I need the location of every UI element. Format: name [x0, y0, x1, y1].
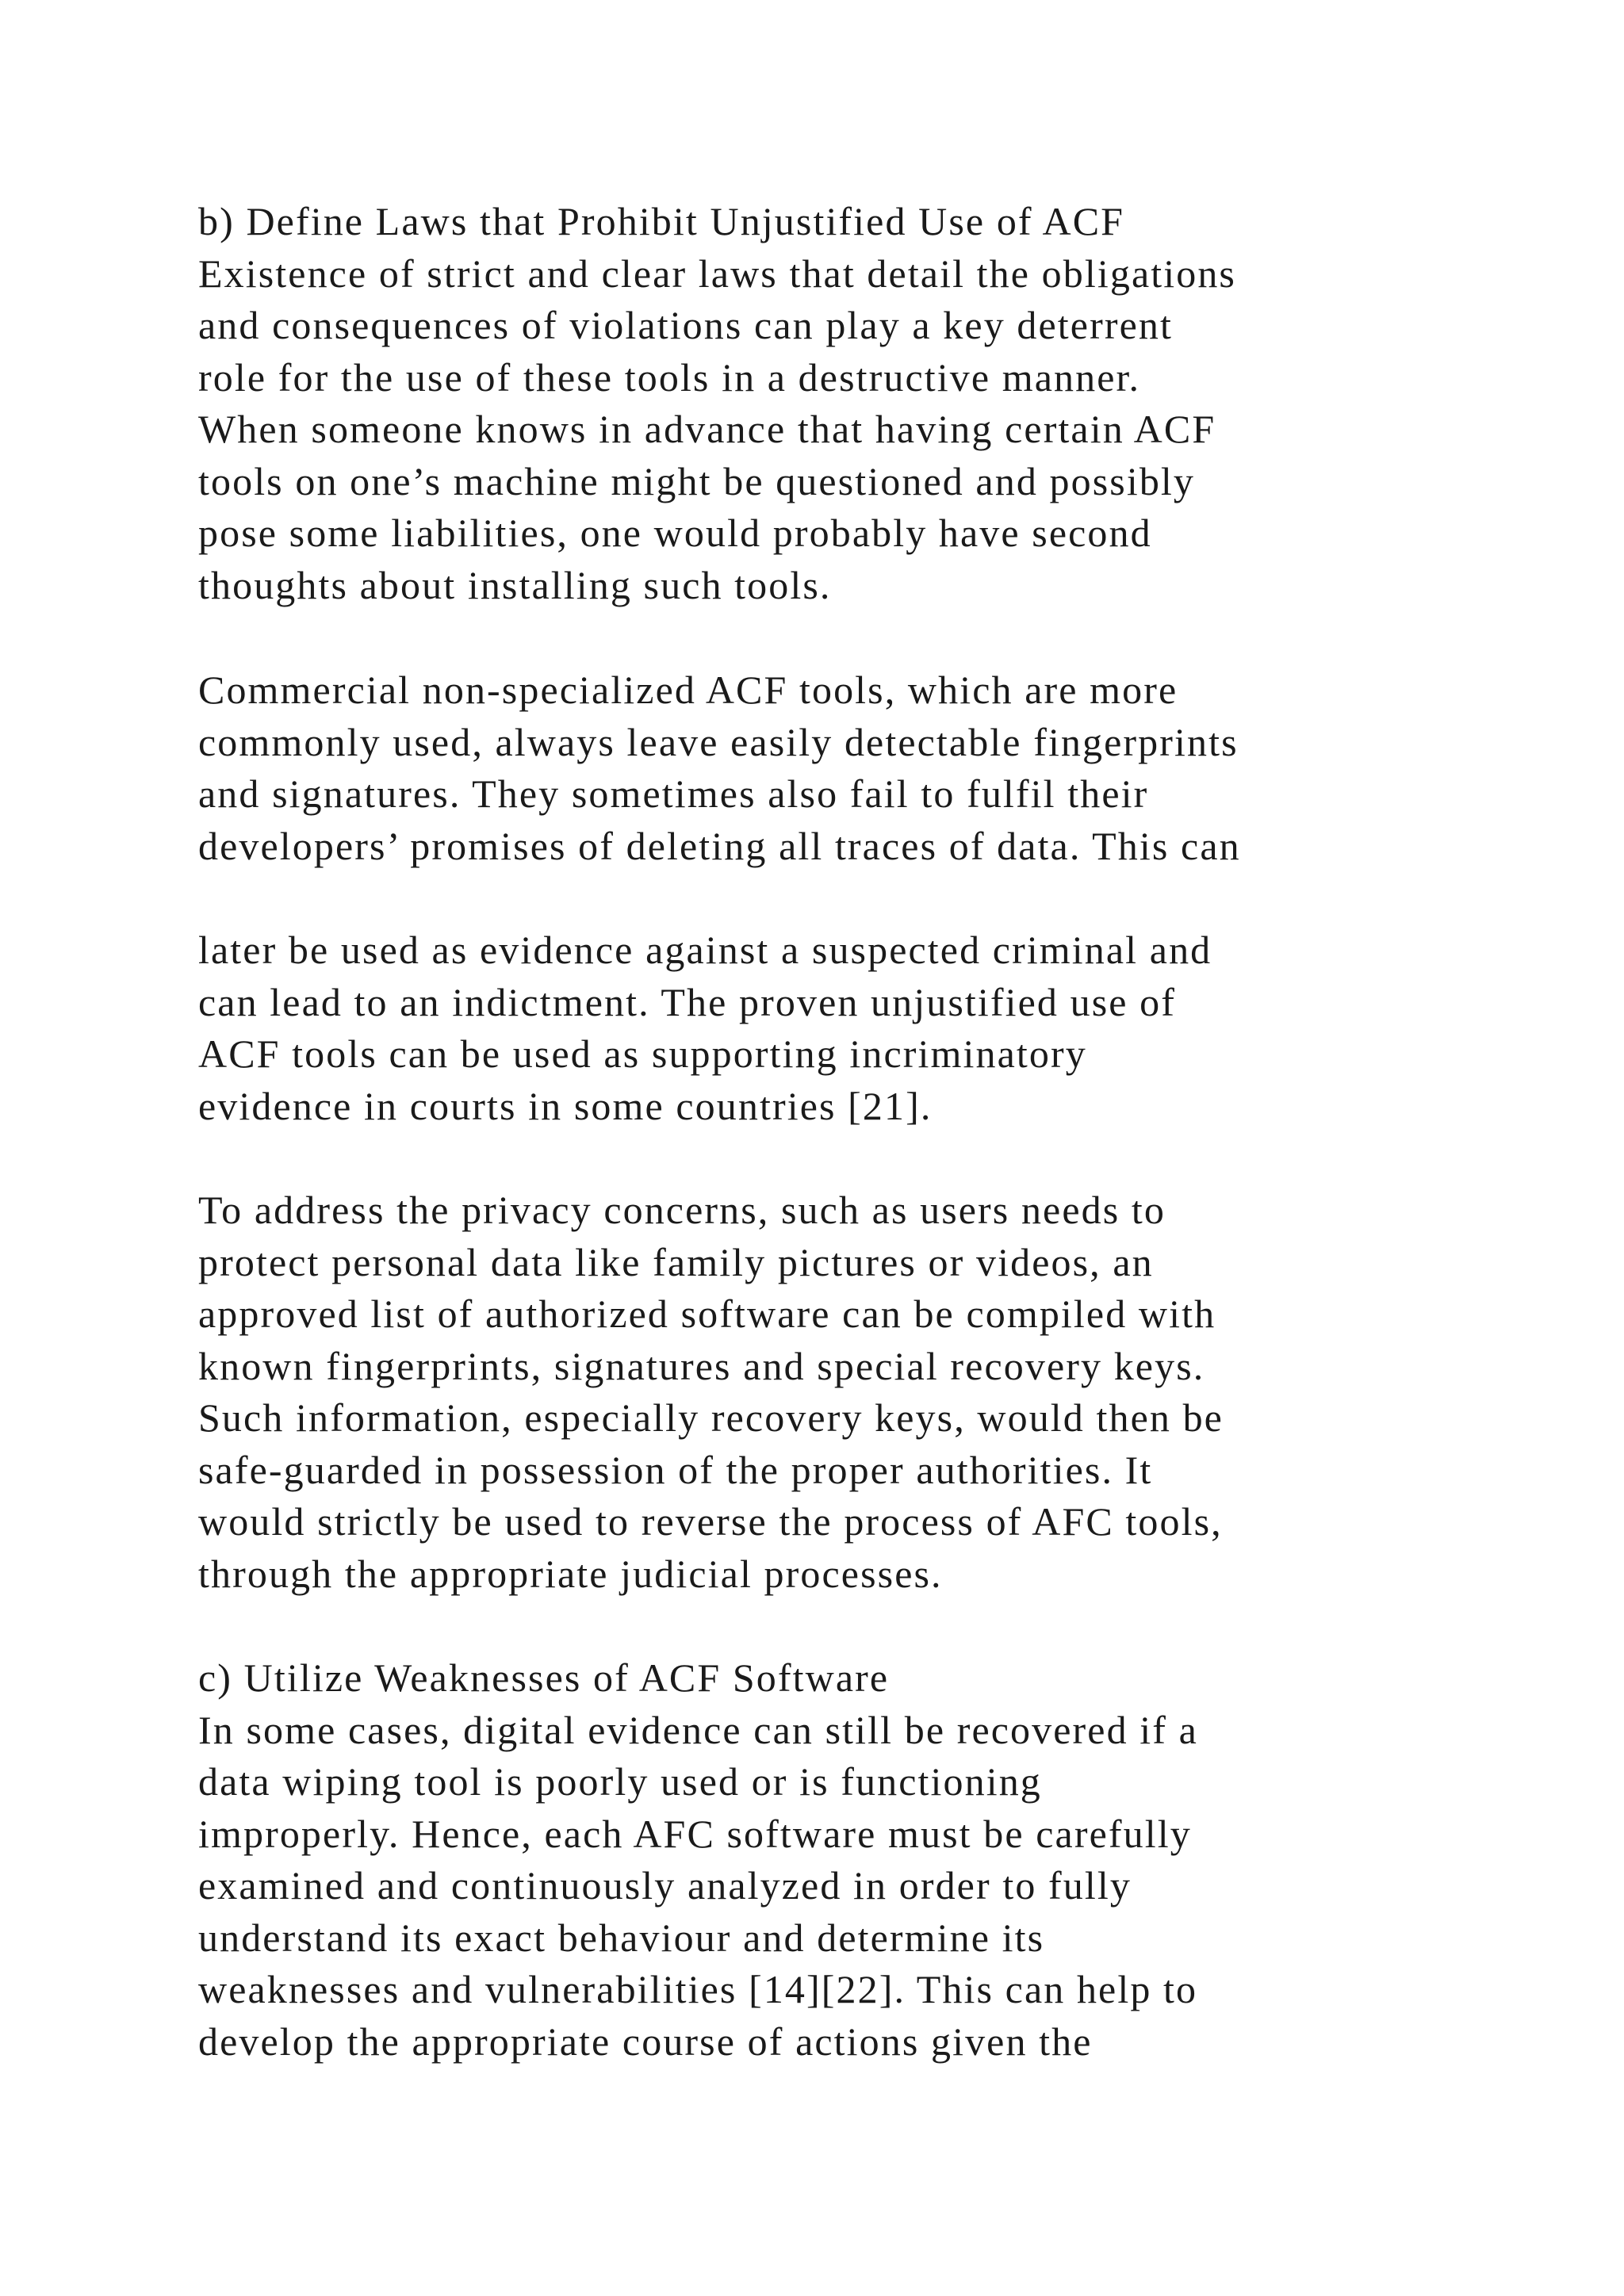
text-line: and consequences of violations can play a key deterrent — [198, 303, 1173, 347]
paragraph-privacy-concerns — [198, 1184, 1467, 1600]
text-line: approved list of authorized software can be compiled with — [198, 1292, 1216, 1336]
text-line: ACF tools can be used as supporting incriminatory — [198, 1031, 1087, 1076]
text-line: would strictly be used to reverse the process of AFC tools, — [198, 1499, 1223, 1544]
paragraph-define-laws — [198, 196, 1467, 611]
text-line: Commercial non-specialized ACF tools, which are more — [198, 668, 1178, 712]
text-line: pose some liabilities, one would probably have second — [198, 511, 1152, 555]
text-line: known fingerprints, signatures and special recovery keys. — [198, 1343, 1205, 1388]
paragraph-commercial-tools — [198, 664, 1467, 872]
text-line: later be used as evidence against a suspected criminal and — [198, 928, 1212, 972]
text-line: weaknesses and vulnerabilities [14][22]. This can help to — [198, 1967, 1198, 2011]
section-heading-b: b) Define Laws that Prohibit Unjustified Use of ACF — [198, 199, 1125, 243]
text-line: develop the appropriate course of actions given the — [198, 2019, 1093, 2064]
text-line: tools on one’s machine might be questioned and possibly — [198, 458, 1196, 503]
text-line: commonly used, always leave easily detectable fingerprints — [198, 719, 1239, 764]
text-line: safe-guarded in possession of the proper authorities. It — [198, 1447, 1153, 1492]
text-line: evidence in courts in some countries [21]. — [198, 1083, 933, 1128]
text-line: developers’ promises of deleting all traces of data. This can — [198, 823, 1241, 868]
text-line: and signatures. They sometimes also fail to fulfil their — [198, 771, 1149, 816]
text-line: can lead to an indictment. The proven unjustified use of — [198, 979, 1177, 1024]
text-line: understand its exact behaviour and determine its — [198, 1915, 1045, 1960]
paragraph-evidence — [198, 924, 1467, 1132]
paragraph-utilize-weaknesses — [198, 1652, 1467, 2068]
text-line: data wiping tool is poorly used or is functioning — [198, 1759, 1042, 1804]
text-line: through the appropriate judicial processes. — [198, 1551, 943, 1596]
text-line: thoughts about installing such tools. — [198, 562, 832, 607]
text-line: protect personal data like family pictures or videos, an — [198, 1239, 1154, 1284]
text-line: Existence of strict and clear laws that detail the obligations — [198, 251, 1236, 296]
text-line: Such information, especially recovery keys, would then be — [198, 1395, 1224, 1440]
text-line: examined and continuously analyzed in order to fully — [198, 1863, 1132, 1908]
text-line: To address the privacy concerns, such as users needs to — [198, 1188, 1166, 1232]
text-line: When someone knows in advance that having certain ACF — [198, 407, 1216, 451]
text-line: role for the use of these tools in a destructive manner. — [198, 354, 1141, 400]
text-line: In some cases, digital evidence can still be recovered if a — [198, 1707, 1198, 1752]
section-heading-c: c) Utilize Weaknesses of ACF Software — [198, 1655, 890, 1700]
text-line: improperly. Hence, each AFC software must be carefully — [198, 1811, 1192, 1856]
